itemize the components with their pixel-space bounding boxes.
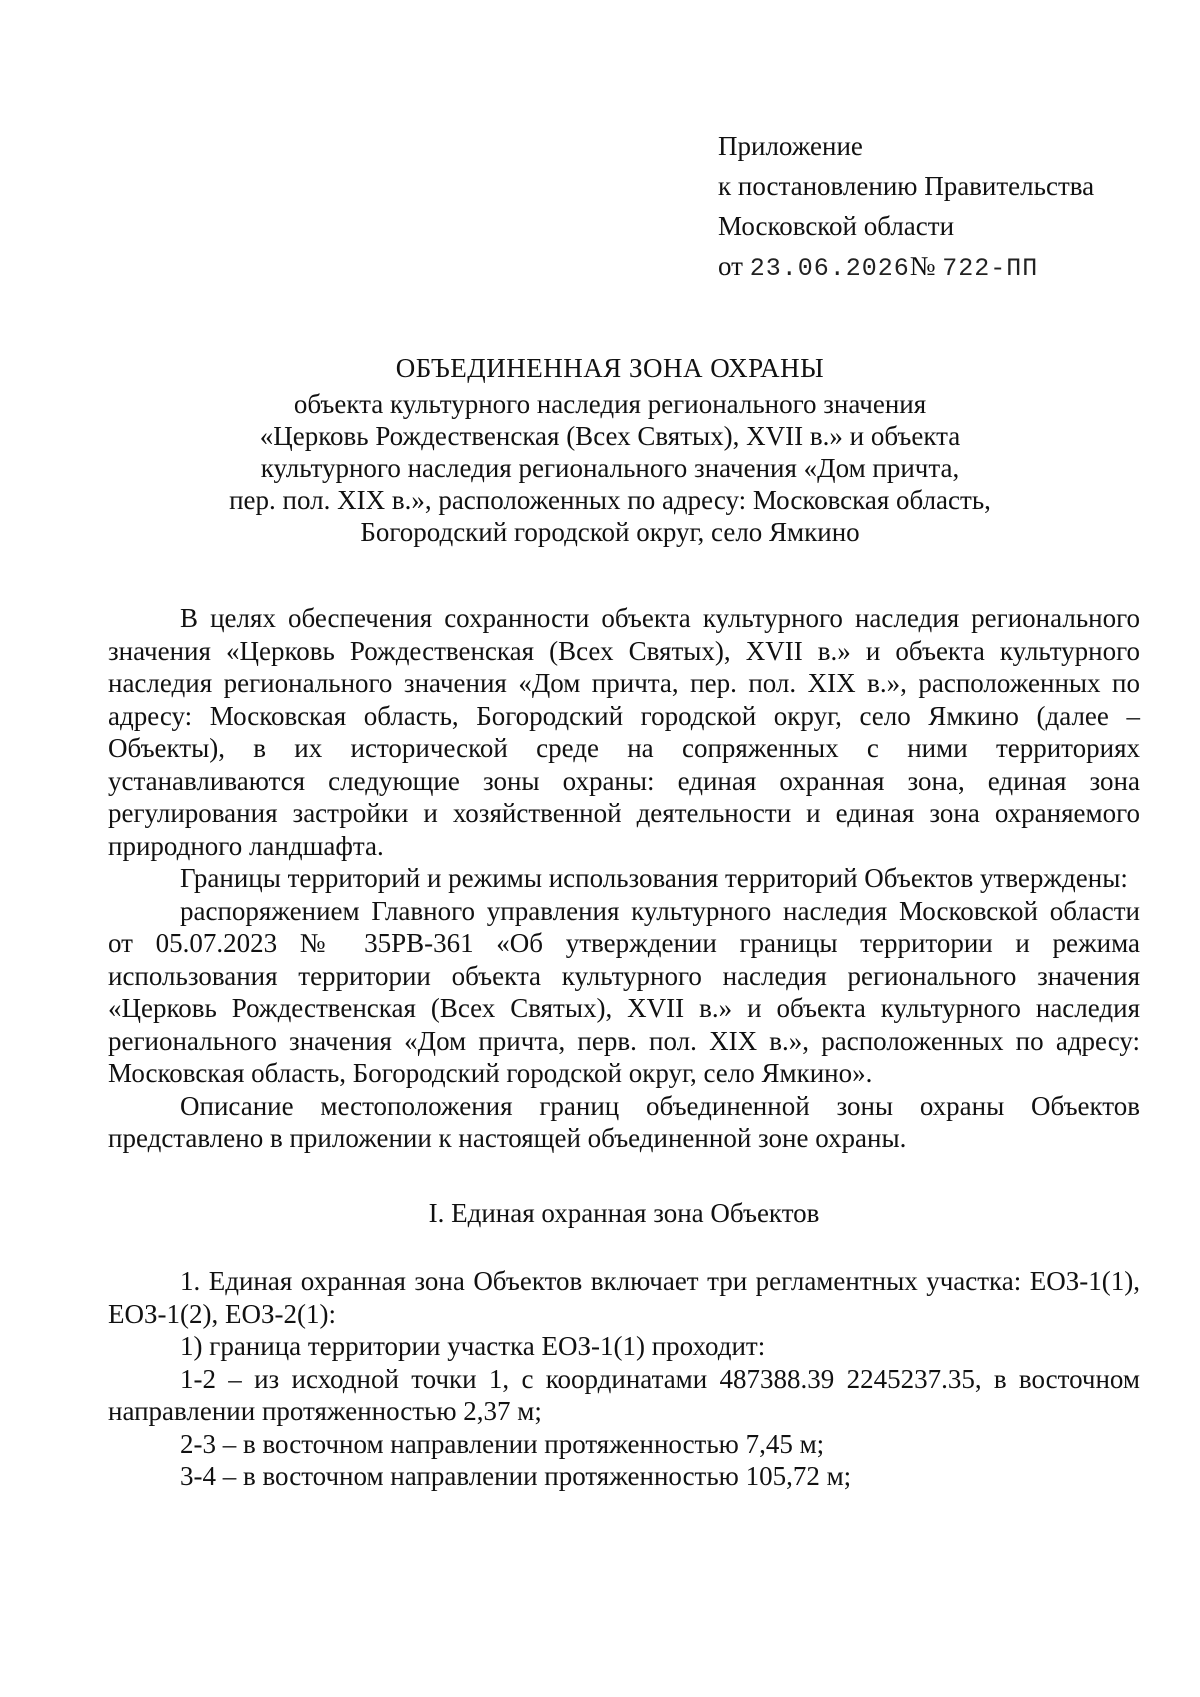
title-line: пер. пол. XIX в.», расположенных по адресу: Московская область, (229, 485, 991, 515)
date-prefix: от (718, 251, 743, 281)
title-heading: ОБЪЕДИНЕННАЯ ЗОНА ОХРАНЫ (395, 353, 825, 383)
document-number: 722-ПП (942, 254, 1039, 283)
document-date: 23.06.2026 (749, 254, 910, 283)
appendix-line: к постановлению Правительства (718, 171, 1095, 201)
document-body (108, 602, 1140, 1493)
section-item: 1. Единая охранная зона Объектов включает три регламентных участка: ЕОЗ-1(1), ЕОЗ-1(2), ЕОЗ-2(1): (108, 1266, 1140, 1329)
body-paragraph: Описание местоположения границ объединенной зоны охраны Объектов представлено в приложении к настоящей объединенной зоне охраны. (108, 1090, 1140, 1153)
title-line: объекта культурного наследия регионального значения (293, 389, 927, 419)
section-item: 1) граница территории участка ЕОЗ-1(1) проходит: (180, 1331, 766, 1361)
document-title (150, 352, 1070, 548)
section-item: 1-2 – из исходной точки 1, с координатами 487388.39 2245237.35, в восточном направлении протяженностью 2,37 м; (108, 1363, 1140, 1426)
appendix-line: Московской области (718, 211, 955, 241)
section-title: I. Единая охранная зона Объектов (428, 1197, 820, 1228)
appendix-dateline (718, 246, 1094, 289)
body-paragraph: Границы территорий и режимы использования территорий Объектов утверждены: (180, 863, 1128, 893)
title-line: культурного наследия регионального значения «Дом причта, (260, 453, 960, 483)
appendix-header (718, 126, 1094, 289)
body-paragraph: распоряжением Главного управления культурного наследия Московской области от 05.07.2023 № 35РВ-361 «Об утверждении границы территории и режима использования территории объекта культурного наследия регионального значения «Церковь Рождественская (Всех Святых), XVII в.» и объекта культурного наследия регионального значения «Дом причта, перв. пол. XIX в.», расположенных по адресу: Московская область, Богородский городской округ, село Ямкино». (108, 895, 1140, 1088)
appendix-line: Приложение (718, 131, 863, 161)
title-line: Богородский городской округ, село Ямкино (360, 517, 860, 547)
section-item: 3-4 – в восточном направлении протяженностью 105,72 м; (180, 1461, 852, 1491)
title-line: «Церковь Рождественская (Всех Святых), XVII в.» и объекта (259, 421, 961, 451)
number-prefix: № (909, 251, 936, 281)
section-item: 2-3 – в восточном направлении протяженностью 7,45 м; (180, 1428, 825, 1459)
body-paragraph: В целях обеспечения сохранности объекта культурного наследия регионального значения «Церковь Рождественская (Всех Святых), XVII в.» и объекта культурного наследия регионального значения «Дом причта, пер. пол. XIX в.», расположенных по адресу: Московская область, Богородский городской округ, село Ямкино (далее – Объекты), в их исторической среде на сопряженных с ними территориях устанавливаются следующие зоны охраны: единая охранная зона, единая зона регулирования застройки и хозяйственной деятельности и единая зона охраняемого природного ландшафта. (108, 603, 1140, 861)
